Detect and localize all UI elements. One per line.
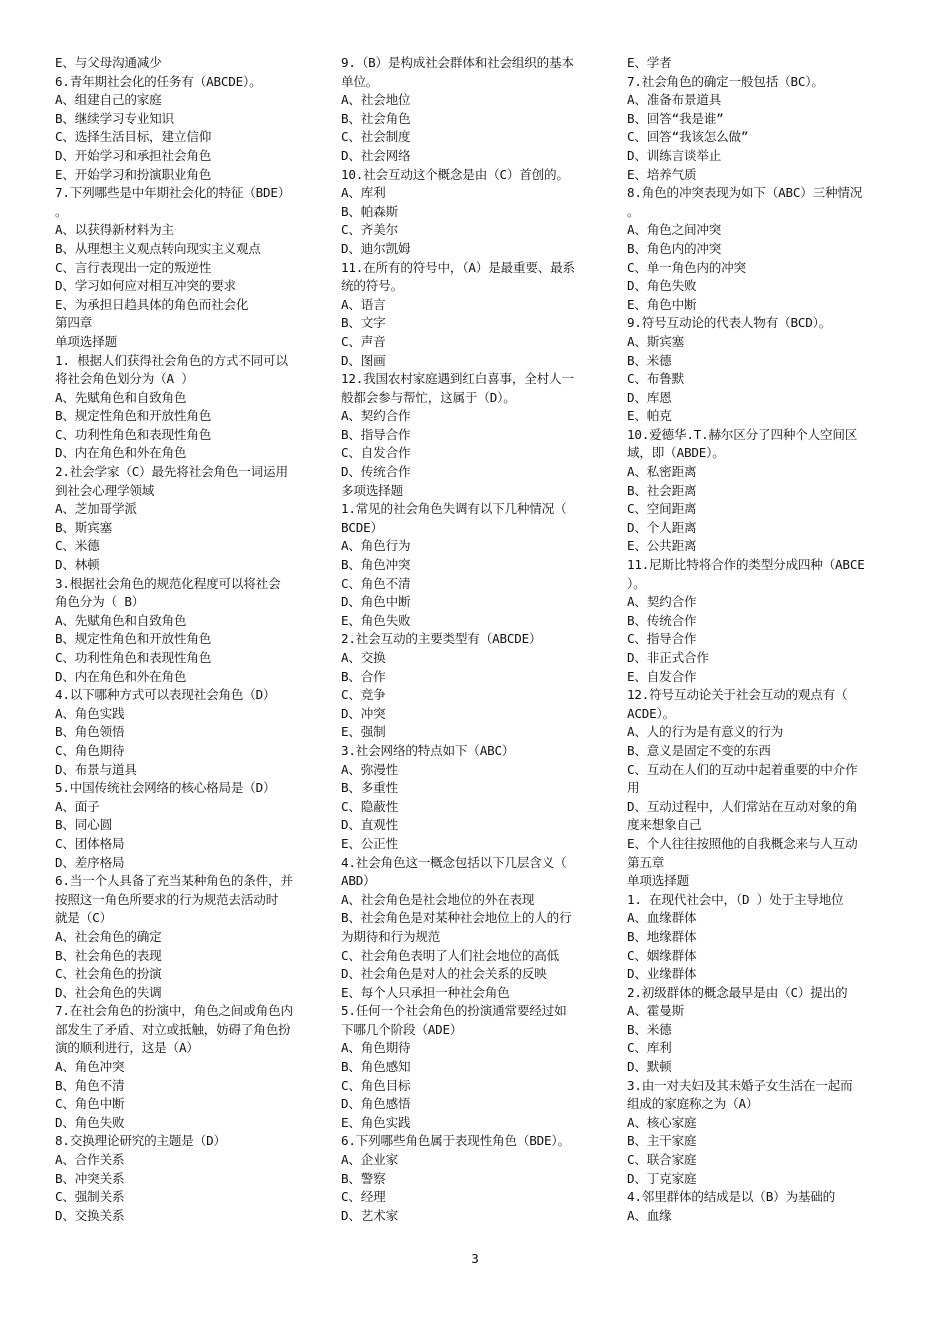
text-line: D、丁克家庭 (627, 1170, 697, 1186)
text-line: B、合作 (341, 668, 386, 684)
text-line: 10.爱德华.T.赫尔区分了四种个人空间区 (627, 426, 858, 442)
text-line: B、传统合作 (627, 612, 697, 628)
text-line: C、回答“我该怎么做” (627, 129, 749, 145)
text-line: 4.社会角色这一概念包括以下几层含义（ (341, 854, 567, 870)
text-line: D、角色感悟 (341, 1096, 411, 1112)
text-line: 4.邻里群体的结成是以（B）为基础的 (627, 1189, 836, 1205)
text-line: D、直观性 (341, 817, 398, 833)
text-line: B、角色感知 (341, 1059, 411, 1075)
text-line: C、言行表现出一定的叛逆性 (55, 259, 212, 275)
text-line: 。 (627, 203, 640, 219)
text-line: 2.社会学家（C）最先将社会角色一词运用 (55, 464, 288, 480)
text-line: E、角色失败 (341, 612, 411, 628)
text-line: B、社会角色的表现 (55, 947, 162, 963)
text-line: D、社会角色是对人的社会关系的反映 (341, 966, 547, 982)
text-column-left (55, 54, 325, 1225)
text-line: 组成的家庭称之为（A） (627, 1096, 759, 1112)
text-line: 度来想象自己 (627, 817, 702, 833)
text-line: 7.下列哪些是中年期社会化的特征（BDE） (55, 185, 291, 201)
text-line: 。 (55, 203, 68, 219)
text-line: D、图画 (341, 352, 386, 368)
text-line: B、冲突关系 (55, 1170, 125, 1186)
text-line: D、社会网络 (341, 147, 411, 163)
text-line: E、个人往往按照他的自我概念来与人互动 (627, 835, 858, 851)
text-line: 单项选择题 (55, 333, 117, 349)
text-line: 5.任何一个社会角色的扮演通常要经过如 (341, 1003, 567, 1019)
text-line: 演的顺利进行，这是（A） (55, 1040, 199, 1056)
text-column-right (627, 54, 897, 1225)
text-line: 就是（C） (55, 910, 112, 926)
text-line: C、联合家庭 (627, 1152, 697, 1168)
text-line: A、核心家庭 (627, 1114, 697, 1130)
text-line: C、隐蔽性 (341, 798, 398, 814)
text-line: 为期待和行为规范 (341, 928, 441, 944)
text-line: A、面子 (55, 798, 100, 814)
text-line: 第五章 (627, 854, 665, 870)
text-line: 单位。 (341, 73, 379, 89)
text-line: 域，即（ABDE）。 (627, 445, 725, 461)
text-line: A、契约合作 (341, 408, 411, 424)
text-line: D、差序格局 (55, 854, 125, 870)
text-line: A、角色期待 (341, 1040, 411, 1056)
text-line: D、布景与道具 (55, 761, 137, 777)
text-line: A、角色实践 (55, 705, 125, 721)
text-line: D、角色中断 (341, 594, 411, 610)
text-line: A、社会角色是社会地位的外在表现 (341, 891, 535, 907)
text-line: A、角色冲突 (55, 1059, 125, 1075)
text-line: 1. 根据人们获得社会角色的方式不同可以 (55, 352, 288, 368)
text-line: B、角色不清 (55, 1077, 125, 1093)
text-line: 般都会参与帮忙，这属于（D）。 (341, 389, 516, 405)
text-line: B、地缘群体 (627, 928, 697, 944)
text-line: 10.社会互动这个概念是由（C）首创的。 (341, 166, 569, 182)
text-line: 单项选择题 (627, 873, 689, 889)
text-line: 9.（B）是构成社会群体和社会组织的基本 (341, 55, 574, 70)
text-line: B、米德 (627, 1021, 672, 1037)
text-line: C、互动在人们的互动中起着重要的中介作 (627, 761, 858, 777)
text-line: A、弥漫性 (341, 761, 398, 777)
text-line: 统的符号。 (341, 278, 403, 294)
text-line: E、自发合作 (627, 668, 697, 684)
text-line: D、迪尔凯姆 (341, 240, 411, 256)
text-line: B、规定性角色和开放性角色 (55, 408, 212, 424)
text-line: D、训练言谈举止 (627, 147, 722, 163)
text-line: D、开始学习和承担社会角色 (55, 147, 212, 163)
text-line: 角色分为（ B） (55, 594, 145, 610)
text-line: C、功利性角色和表现性角色 (55, 650, 212, 665)
text-line: A、人的行为是有意义的行为 (627, 724, 784, 740)
text-line: B、规定性角色和开放性角色 (55, 631, 212, 647)
text-line: E、公共距离 (627, 538, 697, 554)
text-line: A、血缘群体 (627, 910, 697, 926)
text-line: 11.在所有的符号中，（A）是最重要、最系 (341, 259, 575, 275)
text-line: D、传统合作 (341, 464, 411, 480)
text-line: A、库利 (341, 185, 386, 201)
text-line: E、角色实践 (341, 1114, 411, 1130)
text-line: 6.当一个人具备了充当某种角色的条件，并 (55, 873, 293, 889)
text-line: 4.以下哪种方式可以表现社会角色（D） (55, 687, 276, 703)
text-line: C、选择生活目标，建立信仰 (55, 129, 212, 145)
text-line: B、社会角色是对某种社会地位上的人的行 (341, 910, 572, 926)
text-line: 9.符号互动论的代表人物有（BCD）。 (627, 315, 832, 331)
text-line: C、齐美尔 (341, 222, 398, 238)
text-line: 6.下列哪些角色属于表现性角色（BDE）。 (341, 1133, 570, 1149)
text-line: C、社会角色表明了人们社会地位的高低 (341, 947, 560, 963)
text-line: E、公正性 (341, 835, 398, 851)
text-line: A、角色之间冲突 (627, 222, 722, 238)
text-line: D、交换关系 (55, 1207, 125, 1223)
text-line: B、角色冲突 (341, 557, 411, 573)
text-line: C、声音 (341, 333, 386, 349)
text-line: C、竞争 (341, 687, 386, 703)
text-line: C、经理 (341, 1189, 386, 1205)
text-line: C、角色期待 (55, 742, 125, 758)
text-line: E、开始学习和扮演职业角色 (55, 166, 212, 182)
text-line: ACDE）。 (627, 705, 676, 721)
text-line: D、冲突 (341, 705, 386, 721)
text-column-middle (341, 54, 611, 1225)
text-line: D、林顿 (55, 557, 100, 573)
text-line: A、私密距离 (627, 464, 697, 480)
text-line: E、强制 (341, 724, 386, 740)
text-line: C、社会角色的扮演 (55, 966, 162, 982)
text-line: A、斯宾塞 (627, 333, 684, 349)
text-line: B、角色内的冲突 (627, 240, 722, 256)
text-line: E、角色中断 (627, 296, 697, 312)
text-line: 12.我国农村家庭遇到红白喜事，全村人一 (341, 371, 574, 387)
text-line: C、指导合作 (627, 631, 697, 647)
text-line: B、角色领悟 (55, 724, 125, 740)
text-line: 2.社会互动的主要类型有（ABCDE） (341, 631, 542, 647)
page-number: 3 (471, 1251, 479, 1266)
text-line: D、社会角色的失调 (55, 984, 162, 1000)
text-line: B、继续学习专业知识 (55, 110, 174, 126)
text-line: A、交换 (341, 650, 386, 665)
text-line: A、霍曼斯 (627, 1003, 684, 1019)
text-line: D、内在角色和外在角色 (55, 445, 187, 461)
text-line: 按照这一角色所要求的行为规范去活动时 (55, 891, 279, 907)
text-line: A、以获得新材料为主 (55, 222, 174, 238)
text-line: 8.交换理论研究的主题是（D） (55, 1133, 226, 1149)
text-line: C、库利 (627, 1040, 672, 1056)
text-line: E、帕克 (627, 408, 672, 424)
text-line: D、个人距离 (627, 519, 697, 535)
text-line: 2.初级群体的概念最早是由（C）提出的 (627, 984, 848, 1000)
text-line: A、社会角色的确定 (55, 928, 162, 944)
text-line: 第四章 (55, 315, 93, 331)
text-line: D、业缘群体 (627, 966, 697, 982)
text-line: 11.尼斯比特将合作的类型分成四种（ABCE (627, 557, 865, 573)
text-line: C、团体格局 (55, 835, 125, 851)
text-line: B、同心圆 (55, 817, 112, 833)
text-line: A、企业家 (341, 1152, 398, 1168)
text-line: ABD） (341, 873, 376, 889)
text-line: 3.由一对夫妇及其未婚子女生活在一起而 (627, 1077, 853, 1093)
text-line: C、角色目标 (341, 1077, 411, 1093)
text-line: A、角色行为 (341, 538, 411, 554)
text-line: A、芝加哥学派 (55, 501, 137, 517)
text-line: A、准备布景道具 (627, 92, 722, 108)
text-line: C、单一角色内的冲突 (627, 259, 746, 275)
text-line: 下哪几个阶段（ADE） (341, 1021, 463, 1037)
text-line: B、主干家庭 (627, 1133, 697, 1149)
text-line: E、学者 (627, 55, 672, 70)
text-line: A、契约合作 (627, 594, 697, 610)
text-line: 到社会心理学领域 (55, 482, 155, 498)
text-line: E、为承担日趋具体的角色而社会化 (55, 296, 249, 312)
text-line: 多项选择题 (341, 482, 403, 498)
text-line: 3.社会网络的特点如下（ABC） (341, 742, 515, 758)
text-line: C、空间距离 (627, 501, 697, 517)
text-line: C、功利性角色和表现性角色 (55, 426, 212, 442)
text-line: A、语言 (341, 296, 386, 312)
text-line: A、血缘 (627, 1207, 672, 1223)
text-line: B、回答“我是谁” (627, 110, 724, 126)
text-line: 3.根据社会角色的规范化程度可以将社会 (55, 575, 281, 591)
text-line: B、米德 (627, 352, 672, 368)
text-line: A、先赋角色和自致角色 (55, 612, 187, 628)
text-line: C、布鲁默 (627, 371, 684, 387)
text-line: C、角色不清 (341, 575, 411, 591)
text-line: B、从理想主义观点转向现实主义观点 (55, 240, 261, 256)
text-line: D、内在角色和外在角色 (55, 668, 187, 684)
text-line: D、学习如何应对相互冲突的要求 (55, 278, 236, 294)
text-line: C、米德 (55, 538, 100, 554)
text-line: B、意义是固定不变的东西 (627, 742, 771, 758)
text-line: B、文字 (341, 315, 386, 331)
text-line: 将社会角色划分为（A ） (55, 371, 194, 387)
text-line: 部发生了矛盾、对立或抵触，妨碍了角色扮 (55, 1021, 291, 1037)
text-line: BCDE） (341, 519, 383, 535)
text-line: D、库恩 (627, 389, 672, 405)
text-line: B、多重性 (341, 780, 398, 796)
text-line: D、互动过程中，人们常站在互动对象的角 (627, 798, 858, 814)
text-line: 12.符号互动论关于社会互动的观点有（ (627, 687, 848, 703)
text-line: 1.常见的社会角色失调有以下几种情况（ (341, 501, 567, 517)
text-line: C、强制关系 (55, 1189, 125, 1205)
text-line: E、培养气质 (627, 166, 697, 182)
text-line: C、社会制度 (341, 129, 411, 145)
text-line: D、非正式合作 (627, 650, 709, 665)
text-line: 6.青年期社会化的任务有（ABCDE）。 (55, 73, 262, 89)
text-line: D、默顿 (627, 1059, 672, 1075)
text-line: E、每个人只承担一种社会角色 (341, 984, 510, 1000)
text-line: C、姻缘群体 (627, 947, 697, 963)
text-line: A、合作关系 (55, 1152, 125, 1168)
text-line: A、社会地位 (341, 92, 411, 108)
text-line: 用 (627, 780, 640, 796)
text-line: C、角色中断 (55, 1096, 125, 1112)
text-line: A、组建自己的家庭 (55, 92, 162, 108)
text-line: 7.社会角色的确定一般包括（BC）。 (627, 73, 824, 89)
text-line: ）。 (627, 575, 646, 591)
text-line: 7.在社会角色的扮演中，角色之间或角色内 (55, 1003, 293, 1019)
text-line: B、斯宾塞 (55, 519, 112, 535)
text-line: D、角色失败 (55, 1114, 125, 1130)
text-line: D、艺术家 (341, 1207, 398, 1223)
text-line: B、社会距离 (627, 482, 697, 498)
text-line: B、社会角色 (341, 110, 411, 126)
text-line: D、角色失败 (627, 278, 697, 294)
text-line: B、警察 (341, 1170, 386, 1186)
text-line: E、与父母沟通减少 (55, 55, 162, 70)
text-line: B、帕森斯 (341, 203, 398, 219)
text-line: 1. 在现代社会中，（D ）处于主导地位 (627, 891, 844, 907)
text-line: B、指导合作 (341, 426, 411, 442)
text-line: C、自发合作 (341, 445, 411, 461)
text-line: A、先赋角色和自致角色 (55, 389, 187, 405)
text-line: 8.角色的冲突表现为如下（ABC）三种情况 (627, 185, 863, 201)
text-line: 5.中国传统社会网络的核心格局是（D） (55, 780, 276, 796)
